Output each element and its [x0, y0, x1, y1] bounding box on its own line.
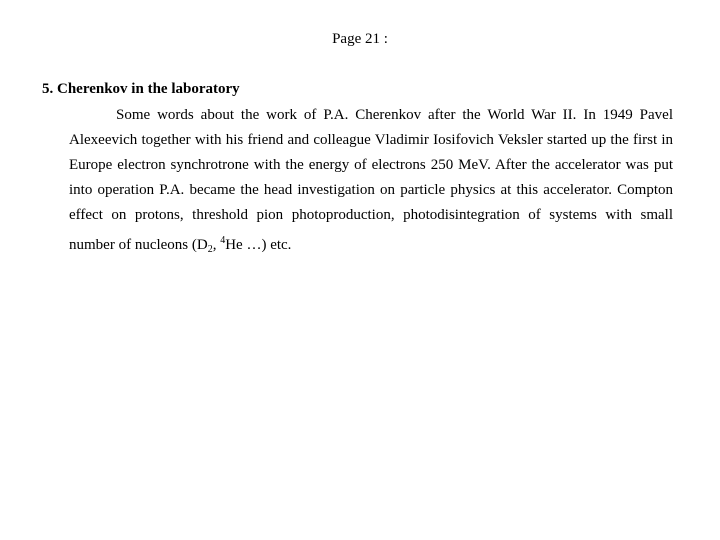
separator: , [212, 237, 221, 253]
page-title: Page 21 : [332, 31, 388, 47]
paragraph-text-part2: He …) etc. [225, 237, 292, 253]
subscript-2: 2 [207, 244, 213, 255]
superscript-4: 4 [220, 235, 226, 246]
section-heading: 5. Cherenkov in the laboratory [42, 81, 240, 97]
body-paragraph [69, 103, 673, 262]
paragraph-text-part1: Some words about the work of P.A. Cherenkov after the World War II. In 1949 Pavel Alexeevich together with his friend and colleague Vladimir Iosifovich Veksler started up the first in Europe electron synchrotrone with the energy of electrons 250 MeV. After the accelerator was put into operation P.A. became the head investigation on particle physics at this accelerator. Compton effect on protons, threshold pion photoproduction, photodisintegration of systems with small number of nucleons (D [69, 107, 673, 253]
